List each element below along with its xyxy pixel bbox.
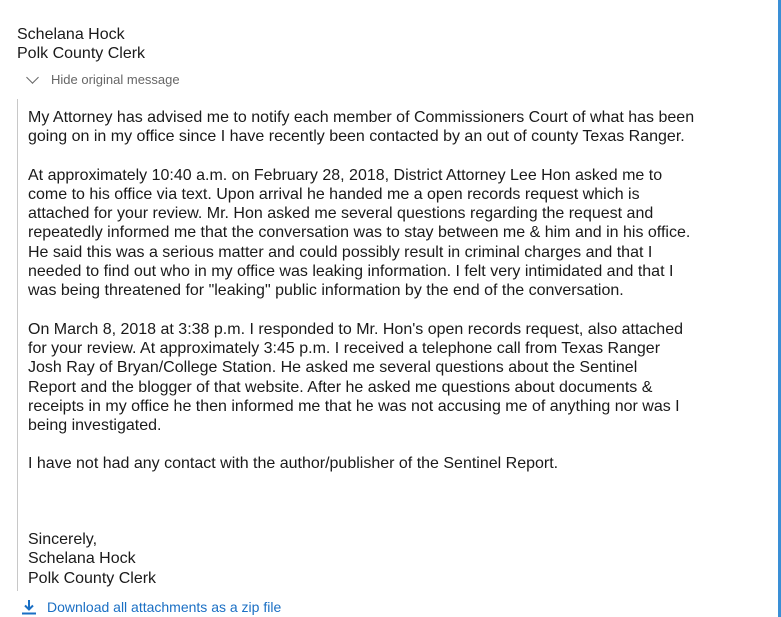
quoted-message-bar — [17, 99, 18, 591]
download-attachments-label: Download all attachments as a zip file — [47, 599, 282, 615]
message-line: I have not had any contact with the author/publisher of the Sentinel Report. — [28, 455, 559, 473]
message-line: attached for your review. Mr. Hon asked me several questions regarding the request and — [28, 205, 654, 223]
message-line: for your review. At approximately 3:45 p.m. I received a telephone call from Texas Ranger — [28, 339, 661, 357]
chevron-down-icon — [26, 71, 39, 84]
hide-original-message-toggle[interactable] — [28, 72, 180, 87]
download-icon — [20, 598, 38, 616]
closing-salutation: Sincerely, — [28, 531, 98, 548]
message-line: Report and the blogger of that website. After he asked me questions about documents & — [28, 378, 653, 396]
message-line: My Attorney has advised me to notify each member of Commissioners Court of what has been — [28, 109, 695, 126]
closing-title: Polk County Clerk — [28, 569, 157, 587]
message-line: On March 8, 2018 at 3:38 p.m. I responded to Mr. Hon's open records request, also attached — [28, 320, 683, 338]
message-line: receipts in my office he then informed me that he was not accusing me of anything nor was I — [28, 397, 680, 415]
message-line: He said this was a serious matter and could possibly result in criminal charges and that I — [28, 243, 653, 261]
message-paragraph — [28, 108, 738, 147]
message-paragraph — [28, 166, 738, 301]
original-message-body — [28, 108, 738, 493]
message-line: needed to find out who in my office was leaking information. I felt very intimidated and that I — [28, 263, 674, 281]
message-line: Josh Ray of Bryan/College Station. He asked me several questions about the Sentinel — [28, 359, 638, 377]
closing-name: Schelana Hock — [28, 550, 136, 568]
sender-signature — [17, 25, 145, 63]
message-paragraph — [28, 454, 738, 473]
message-line: being investigated. — [28, 417, 162, 435]
message-line: was being threatened for "leaking" public information by the end of the conversation. — [28, 282, 624, 300]
download-attachments-link[interactable] — [20, 598, 281, 616]
message-line: going on in my office since I have recently been contacted by an out of county Texas Ranger. — [28, 128, 685, 146]
sender-name: Schelana Hock — [17, 26, 125, 43]
message-line: repeatedly informed me that the conversation was to stay between me & him and in his office. — [28, 224, 691, 242]
sender-title: Polk County Clerk — [17, 45, 146, 62]
message-closing — [28, 530, 156, 588]
hide-original-message-label: Hide original message — [51, 72, 180, 87]
message-line: come to his office via text. Upon arrival he handed me a open records request which is — [28, 185, 640, 203]
message-line: At approximately 10:40 a.m. on February 28, 2018, District Attorney Lee Hon asked me to — [28, 166, 663, 184]
message-paragraph — [28, 320, 738, 436]
